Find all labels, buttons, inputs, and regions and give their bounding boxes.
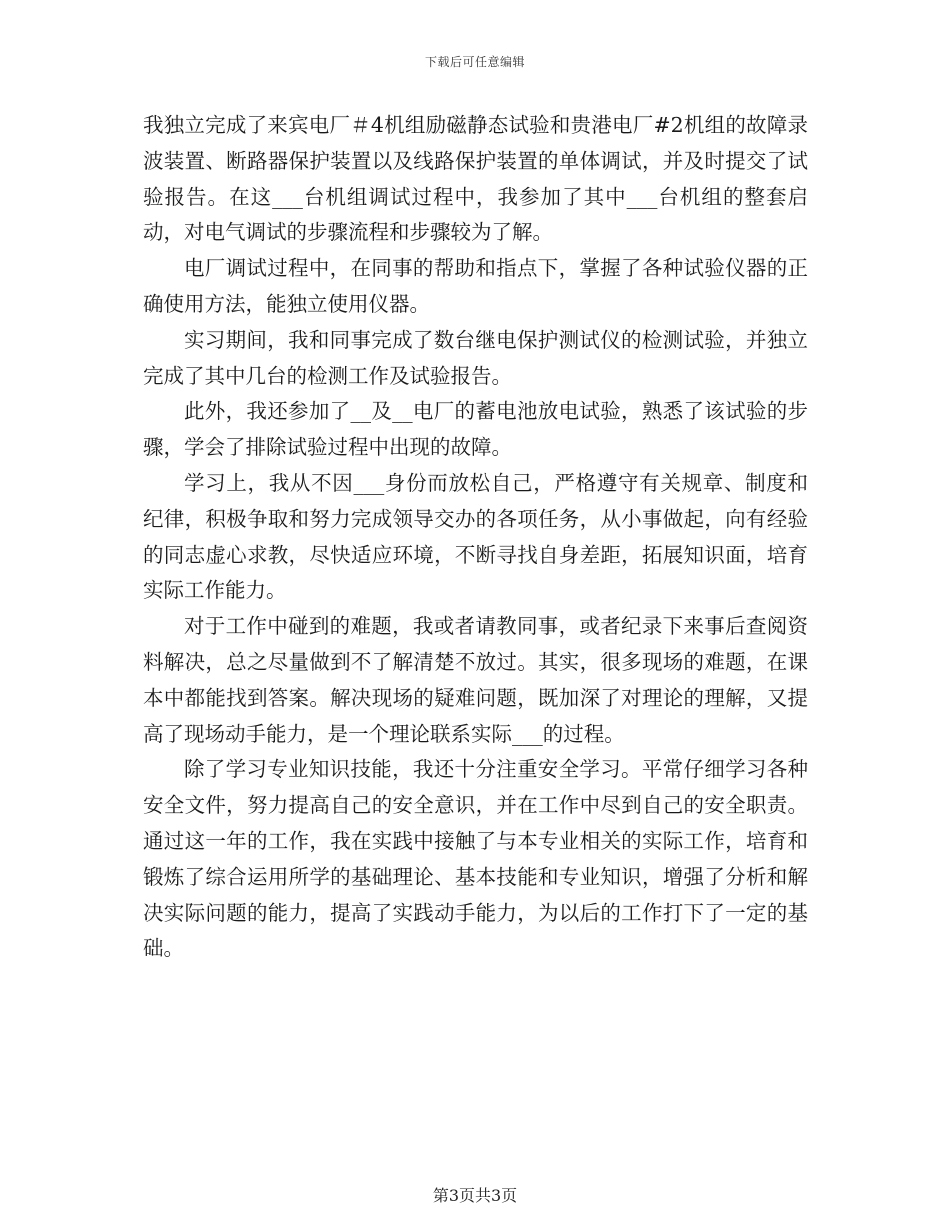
paragraph-6: 对于工作中碰到的难题，我或者请教同事，或者纪录下来事后查阅资料解决，总之尽量做到不了解清楚不放过。其实，很多现场的难题，在课本中都能找到答案。解决现场的疑难问题，既加深了对理论的理解，又提高了现场动手能力，是一个理论联系实际___的过程。 [143,614,808,746]
paragraph-4: 此外，我还参加了__及__电厂的蓄电池放电试验，熟悉了该试验的步骤，学会了排除试验过程中出现的故障。 [143,399,808,460]
page-header: 下载后可任意编辑 [424,55,525,69]
page-footer: 第3页共3页 [432,1186,518,1205]
paragraph-2: 电厂调试过程中，在同事的帮助和指点下，掌握了各种试验仪器的正确使用方法，能独立使用仪器。 [143,256,808,316]
paragraph-5: 学习上，我从不因___身份而放松自己，严格遵守有关规章、制度和纪律，积极争取和努力完成领导交办的各项任务，从小事做起，向有经验的同志虚心求教，尽快适应环境，不断寻找自身差距，拓展知识面，培育实际工作能力。 [143,470,808,603]
paragraph-3: 实习期间，我和同事完成了数台继电保护测试仪的检测试验，并独立完成了其中几台的检测工作及试验报告。 [143,327,808,388]
paragraph-7: 除了学习专业知识技能，我还十分注重安全学习。平常仔细学习各种安全文件，努力提高自己的安全意识，并在工作中尽到自己的安全职责。通过这一年的工作，我在实践中接触了与本专业相关的实际工作，培育和锻炼了综合运用所学的基础理论、基本技能和专业知识，增强了分析和解决实际问题的能力，提高了实践动手能力，为以后的工作打下了一定的基础。 [143,757,808,961]
document-body [143,108,808,967]
paragraph-1: 我独立完成了来宾电厂＃4机组励磁静态试验和贵港电厂#2机组的故障录波装置、断路器保护装置以及线路保护装置的单体调试，并及时提交了试验报告。在这___台机组调试过程中，我参加了其中___台机组的整套启动，对电气调试的步骤流程和步骤较为了解。 [143,113,808,245]
